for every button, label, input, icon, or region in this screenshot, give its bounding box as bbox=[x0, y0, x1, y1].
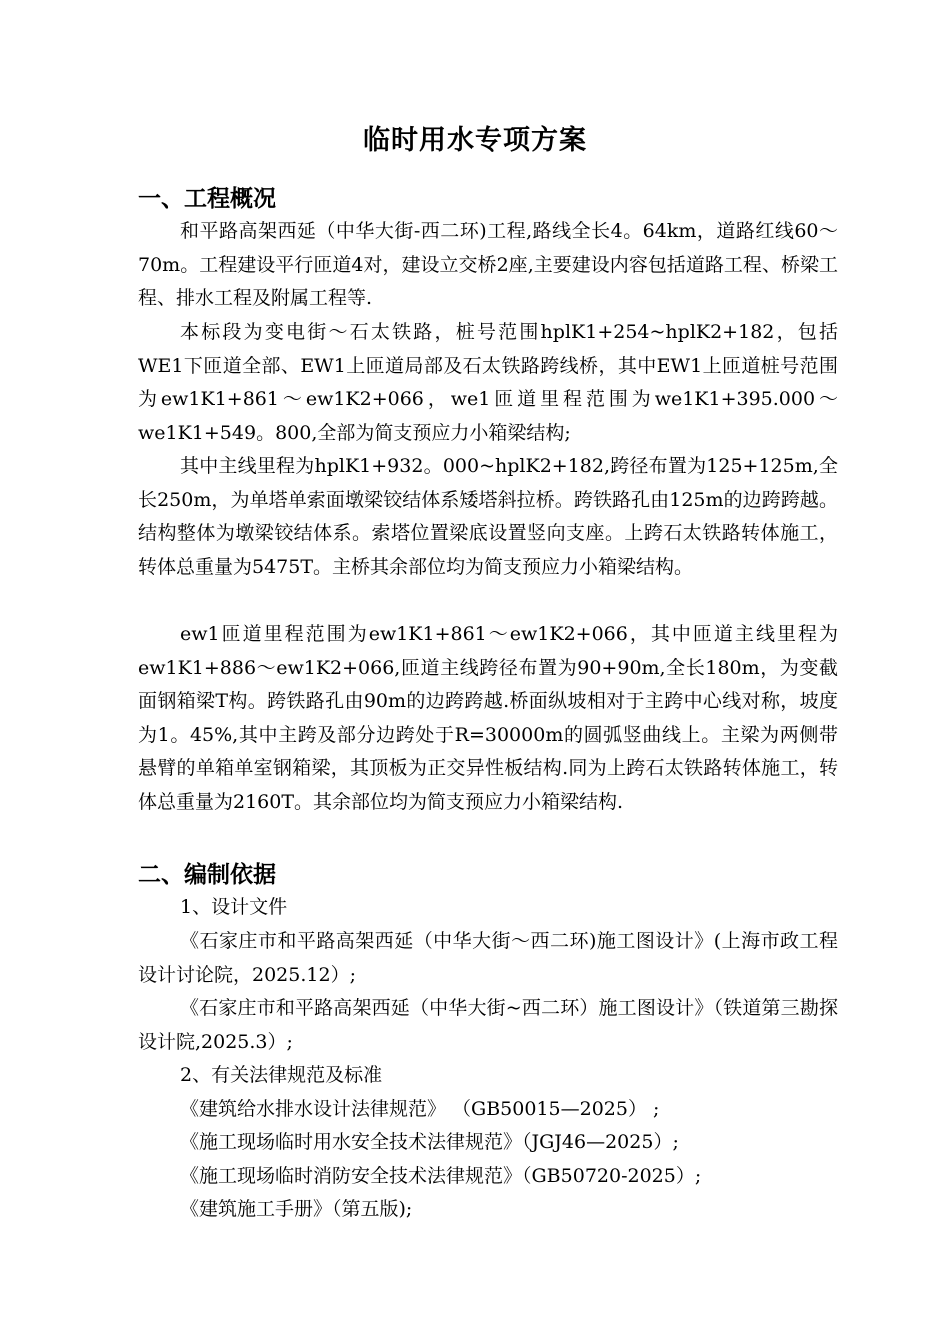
design-doc-1: 《石家庄市和平路高架西延（中华大街～西二环)施工图设计》(上海市政工程设计讨论院，2025.12）; bbox=[138, 930, 838, 986]
overview-paragraph-3: 其中主线里程为hplK1+932。000~hplK2+182,跨径布置为125+125m,全长250m，为单塔单索面墩梁铰结体系矮塔斜拉桥。跨铁路孔由125m的边跨跨越。结构整体为墩梁铰结体系。索塔位置梁底设置竖向支座。上跨石太铁路转体施工，转体总重量为5475T。主桥其余部位均为简支预应力小箱梁结构。 bbox=[138, 455, 838, 578]
section-heading-basis: 二、编制依据 bbox=[138, 862, 276, 888]
overview-paragraph-1: 和平路高架西延（中华大街-西二环)工程,路线全长4。64km，道路红线60～70m。工程建设平行匝道4对，建设立交桥2座,主要建设内容包括道路工程、桥梁工程、排水工程及附属工程等. bbox=[138, 220, 838, 310]
standard-item-4: 《建筑施工手册》（第五版); bbox=[180, 1198, 413, 1220]
standard-item-3: 《施工现场临时消防安全技术法律规范》（GB50720-2025）; bbox=[180, 1165, 702, 1187]
subheading-design-docs: 1、设计文件 bbox=[180, 896, 288, 918]
standard-item-1: 《建筑给水排水设计法律规范》 （GB50015—2025） ; bbox=[180, 1098, 660, 1120]
subheading-standards: 2、有关法律规范及标准 bbox=[180, 1064, 383, 1086]
overview-paragraph-2: 本标段为变电街～石太铁路，桩号范围hplK1+254~hplK2+182，包括WE1下匝道全部、EW1上匝道局部及石太铁路跨线桥，其中EW1上匝道桩号范围为ew1K1+861～ew1K2+066，we1匝道里程范围为we1K1+395.000～ we1K1+549。800,全部为简支预应力小箱梁结构; bbox=[138, 321, 838, 444]
document-title: 临时用水专项方案 bbox=[363, 125, 587, 156]
overview-paragraph-4: ew1匝道里程范围为ew1K1+861～ew1K2+066，其中匝道主线里程为ew1K1+886～ew1K2+066,匝道主线跨径布置为90+90m,全长180m，为变截面钢箱梁T构。跨铁路孔由90m的边跨跨越.桥面纵坡相对于主跨中心线对称，坡度为1。45%,其中主跨及部分边跨处于R=30000m的圆弧竖曲线上。主梁为两侧带悬臂的单箱单室钢箱梁，其顶板为正交异性板结构.同为上跨石太铁路转体施工，转体总重量为2160T。其余部位均为简支预应力小箱梁结构. bbox=[138, 623, 838, 813]
design-doc-2: 《石家庄市和平路高架西延（中华大街~西二环）施工图设计》（铁道第三勘探设计院,2025.3）; bbox=[138, 997, 838, 1053]
section-heading-overview: 一、工程概况 bbox=[138, 186, 276, 212]
standard-item-2: 《施工现场临时用水安全技术法律规范》（JGJ46—2025）; bbox=[180, 1131, 679, 1153]
